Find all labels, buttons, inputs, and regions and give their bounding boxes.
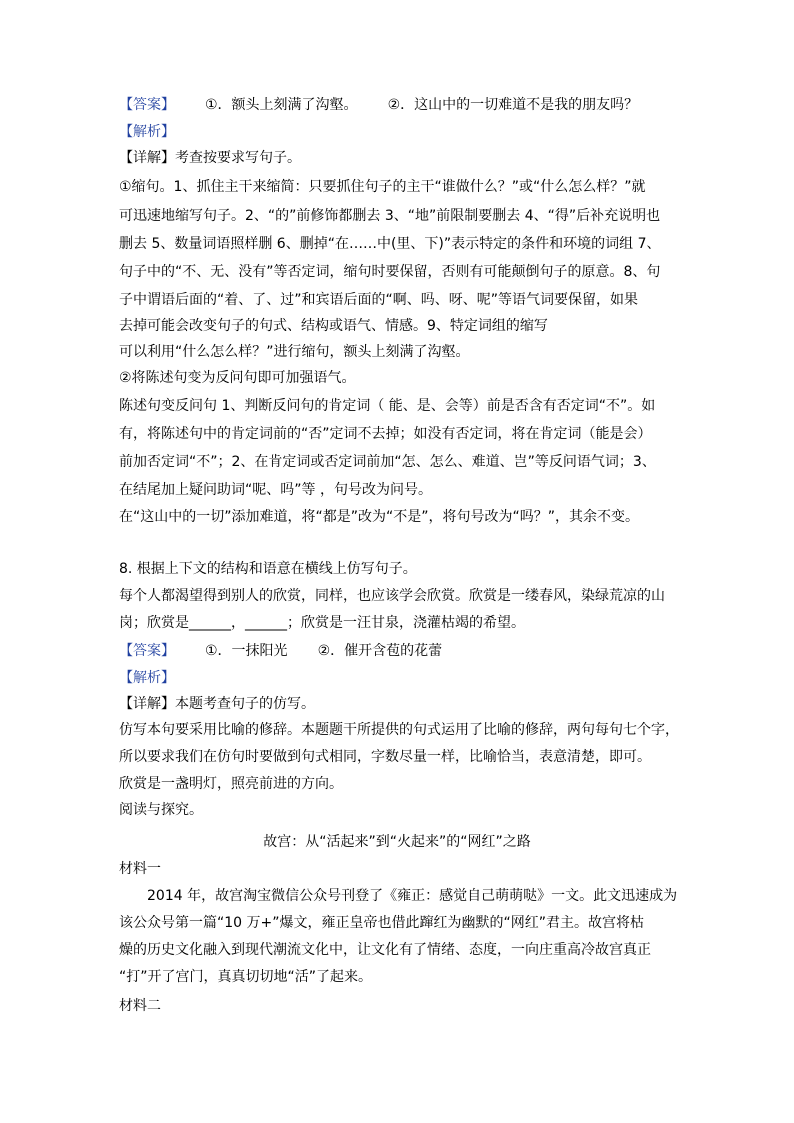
q7-text-line: ①缩句。1、抓住主干来缩简：只要抓住句子的主干“谁做什么？”或“什么怎么样？”就 (119, 179, 646, 195)
q7-text-line: 可以利用“什么怎么样？”进行缩句，额头上刻满了沟壑。 (119, 344, 470, 360)
q8-text-line: 欣赏是一盏明灯，照亮前进的方向。 (119, 776, 343, 792)
q7-text-line: 去掉可能会改变句子的句式、结构或语气、情感。9、特定词组的缩写 (119, 318, 548, 334)
q8-text-line: 所以要求我们在仿句时要做到句式相同，字数尽量一样，比喻恰当，表意清楚，即可。 (119, 749, 651, 765)
q8-detail-line (119, 694, 315, 714)
q8-prompt-line: 每个人都渴望得到别人的欣赏，同样，也应该学会欣赏。欣赏是一缕春风，染绿荒凉的山 (119, 588, 665, 604)
q7-text-line: 前加否定词“不”；2、在肯定词或否定词前加“怎、怎么、难道、岂”等反问语气词；3、 (119, 454, 656, 470)
answer-label: 【答案】 (119, 97, 175, 113)
q8-text-line: 仿写本句要采用比喻的修辞。本题题干所提供的句式运用了比喻的修辞，两句每句七个字， (119, 722, 679, 738)
q7-text-line: 删去 5、数量词语照样删 6、删掉“在……中(里、下)”表示特定的条件和环境的词组 7、 (119, 236, 661, 252)
analysis-label: 【解析】 (119, 124, 175, 140)
paragraph-line: “打”开了宫门，真真切切地“活”了起来。 (119, 969, 373, 985)
detail-intro: 本题考查句子的仿写。 (175, 696, 315, 712)
q8-text-line: 阅读与探究。 (119, 802, 203, 818)
paragraph-line: 该公众号第一篇“10 万+”爆文，雍正皇帝也借此蹿红为幽默的“网红”君主。故宫将枯 (119, 915, 645, 931)
answer-1: ①．额头上刻满了沟壑。 (205, 97, 358, 113)
answer-2: ②．催开含苞的花蕾 (317, 643, 443, 659)
detail-label: 【详解】 (119, 150, 175, 166)
reading-title: 故宫：从“活起来”到“火起来”的“网红”之路 (263, 834, 531, 850)
analysis-label: 【解析】 (119, 670, 175, 686)
q7-detail-line (119, 148, 301, 168)
detail-label: 【详解】 (119, 696, 175, 712)
q8-prompt-line: 岗；欣赏是______，______；欣赏是一汪甘泉，浇灌枯竭的希望。 (119, 615, 525, 631)
q7-text-line: 陈述句变反问句 1、判断反问句的肯定词（ 能、是、会等）前是否含有否定词“不”。如 (119, 398, 656, 414)
paragraph-line: 燥的历史文化融入到现代潮流文化中，让文化有了情绪、态度，一向庄重高冷故宫真正 (119, 942, 651, 958)
answer-2: ②．这山中的一切难道不是我的朋友吗？ (387, 97, 639, 113)
answer-label: 【答案】 (119, 643, 175, 659)
q7-text-line: 在“这山中的一切”添加难道，将“都是”改为“不是”，将句号改为“吗？”，其余不变。 (119, 509, 640, 525)
q7-text-line: 句子中的“不、无、没有”等否定词，缩句时要保留，否则有可能颠倒句子的原意。8、句 (119, 264, 661, 280)
q7-text-line: 有，将陈述句中的肯定词前的“否”定词不去掉；如没有否定词，将在肯定词（能是会） (119, 426, 652, 442)
paragraph-line: 2014 年，故宫淘宝微信公众号刊登了《雍正：感觉自己萌萌哒》一文。此文迅速成为 (147, 888, 678, 904)
q8-question: 8. 根据上下文的结构和语意在横线上仿写句子。 (119, 561, 417, 577)
q7-text-line: 在结尾加上疑问助词“呢、吗”等 ，句号改为问号。 (119, 482, 432, 498)
q7-text-line: 可迅速地缩写句子。2、“的”前修饰都删去 3、“地”前限制要删去 4、“得”后补充说明也 (119, 208, 661, 224)
material-2-heading: 材料二 (119, 998, 161, 1014)
detail-intro: 考查按要求写句子。 (175, 150, 301, 166)
q8-answer-line (119, 641, 442, 661)
q7-answer-line (119, 95, 638, 115)
answer-1: ①．一抹阳光 (205, 643, 288, 659)
material-1-heading: 材料一 (119, 861, 161, 877)
q7-text-line: ②将陈述句变为反问句即可加强语气。 (119, 370, 356, 386)
q7-text-line: 子中谓语后面的“着、了、过”和宾语后面的“啊、吗、呀、呢”等语气词要保留，如果 (119, 292, 639, 308)
